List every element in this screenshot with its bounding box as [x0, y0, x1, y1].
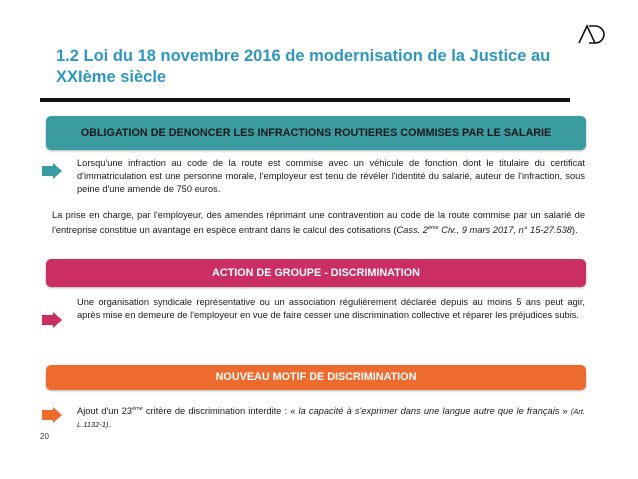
title-underline — [40, 98, 570, 102]
arrow-icon — [42, 163, 62, 179]
section-heading-action-groupe: ACTION DE GROUPE - DISCRIMINATION — [46, 259, 586, 287]
avantage-paragraph: La prise en charge, par l'employeur, des amendes réprimant une contravention au code de la route commise par un salarié de l'entreprise constitue un avantage en espèce entrant dans le calcul des cotisations (Cass. 2ème Civ., 9 mars 2017, n° 15-27.538). — [52, 210, 585, 236]
action-groupe-paragraph: Une organisation syndicale représentative ou un association régulièrement déclarée depuis au moins 5 ans peut agir, après mise en demeure de l'employeur en vue de faire cesser une discrimination collective et réparer les préjudices subis. — [77, 297, 585, 321]
infractions-paragraph: Lorsqu'une infraction au code de la route est commise avec un véhicule de fonction dont le titulaire du certificat d'immatriculation est une personne morale, l'employeur est tenu de révéler l'identité du salarié, auteur de l'infraction, sous peine d'une amende de 750 euros. — [77, 158, 585, 195]
section-heading-infractions: OBLIGATION DE DENONCER LES INFRACTIONS ROUTIERES COMMISES PAR LE SALARIE — [46, 116, 586, 150]
arrow-icon — [42, 312, 62, 328]
nouveau-motif-paragraph: Ajout d'un 23ème critère de discrimination interdite : « la capacité à s'exprimer dans une langue autre que le français » (Art. L.1132-1). — [77, 406, 586, 430]
page-title: 1.2 Loi du 18 novembre 2016 de modernisation de la Justice au XXIème siècle — [56, 47, 551, 86]
arrow-icon — [42, 407, 62, 423]
page-number: 20 — [40, 432, 49, 441]
ad-logo — [578, 24, 612, 44]
section-heading-nouveau-motif: NOUVEAU MOTIF DE DISCRIMINATION — [46, 365, 586, 390]
